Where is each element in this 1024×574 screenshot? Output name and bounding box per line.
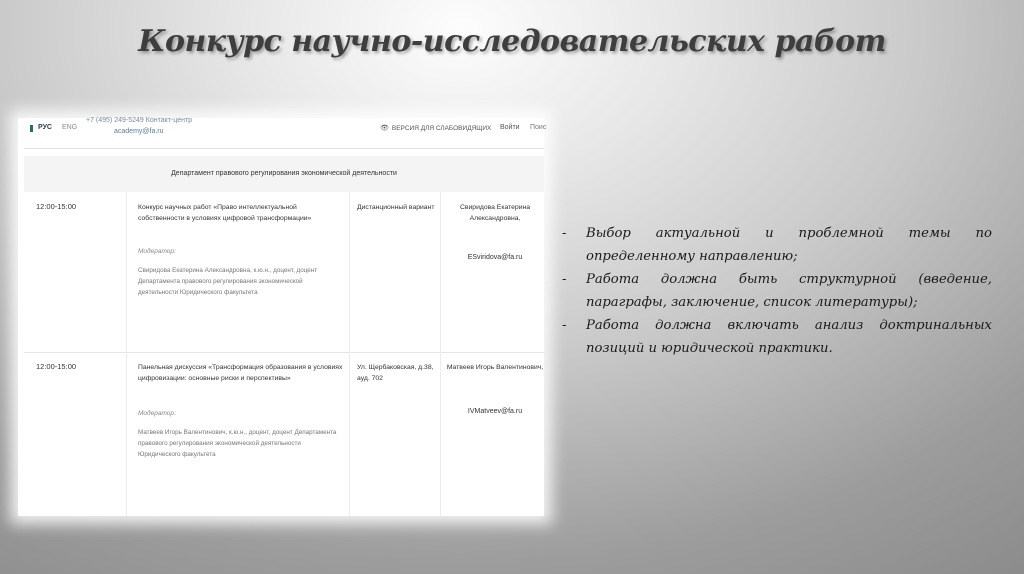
list-item-text: Работа должна включать анализ доктринальных позиций и юридической практики. xyxy=(586,318,992,356)
moderator-label: Модератор: xyxy=(138,248,176,255)
contact-name: Матвеев Игорь Валентинович, xyxy=(446,364,544,371)
list-item-text: Работа должна быть структурной (введение, параграфы, заключение, список литературы); xyxy=(586,272,992,310)
list-item xyxy=(562,222,992,268)
slide-title: Конкурс научно-исследовательских работ xyxy=(138,24,886,59)
moderator-text: Матвеев Игорь Валентинович, к.ю.н., доцент, доцент Департамента правового регулирования экономической деятельности Юридического факультета xyxy=(138,429,337,458)
requirements-list xyxy=(562,222,992,360)
contact-email-link[interactable]: ESviridova@fa.ru xyxy=(467,254,523,261)
header-divider xyxy=(24,148,544,149)
low-vision-label: ВЕРСИЯ ДЛЯ СЛАБОВИДЯЩИХ xyxy=(391,125,492,132)
contact-phone[interactable]: +7 (495) 249-5249 Контакт-центр xyxy=(86,117,193,124)
list-item xyxy=(562,268,992,314)
moderator-label: Модератор: xyxy=(138,410,176,417)
eye-icon: 👁 xyxy=(380,125,389,132)
contact-email[interactable]: academy@fa.ru xyxy=(114,128,164,135)
table-row xyxy=(24,352,544,516)
event-title: Конкурс научных работ «Право интеллектуальной собственности в условиях цифровой трансформации» xyxy=(138,204,312,222)
site-header xyxy=(18,117,547,148)
place-cell xyxy=(348,192,441,352)
event-cell xyxy=(126,352,350,516)
moderator-text: Свиридова Екатерина Александровна, к.ю.н., доцент, доцент Департамента правового регулирования экономической деятельности Юридического факультета xyxy=(138,267,318,296)
lang-eng-link[interactable]: ENG xyxy=(62,124,78,131)
event-time: 12:00-15:00 xyxy=(36,202,77,211)
bullet-dash: - xyxy=(562,226,567,241)
time-cell xyxy=(24,352,126,516)
contact-email-link[interactable]: IVMatveev@fa.ru xyxy=(467,408,523,415)
table-row xyxy=(24,192,544,353)
contact-cell xyxy=(440,352,550,516)
lang-rus-link[interactable]: РУС xyxy=(38,124,52,131)
low-vision-link[interactable] xyxy=(380,124,491,132)
bullet-dash: - xyxy=(562,318,567,333)
login-link[interactable]: Войти xyxy=(500,124,520,131)
search-link[interactable]: Поис xyxy=(530,124,547,131)
list-item-text: Выбор актуальной и проблемной темы по определенному направлению; xyxy=(586,226,992,264)
list-item xyxy=(562,314,992,360)
event-time: 12:00-15:00 xyxy=(36,362,77,371)
event-place: Ул. Щербаковская, д.38, ауд. 702 xyxy=(357,364,434,382)
time-cell xyxy=(24,192,126,352)
place-cell xyxy=(348,352,441,516)
department-heading: Департамент правового регулирования экономической деятельности xyxy=(24,156,544,192)
event-place: Дистанционный вариант xyxy=(357,204,435,211)
contact-cell xyxy=(440,192,550,352)
event-cell xyxy=(126,192,350,352)
website-screenshot xyxy=(18,117,547,516)
event-title: Панельная дискуссия «Трансформация образования в условиях цифровизации: основные риски и перспективы» xyxy=(138,364,343,382)
contact-name: Свиридова Екатерина Александровна, xyxy=(459,204,531,222)
bullet-dash: - xyxy=(562,272,567,287)
